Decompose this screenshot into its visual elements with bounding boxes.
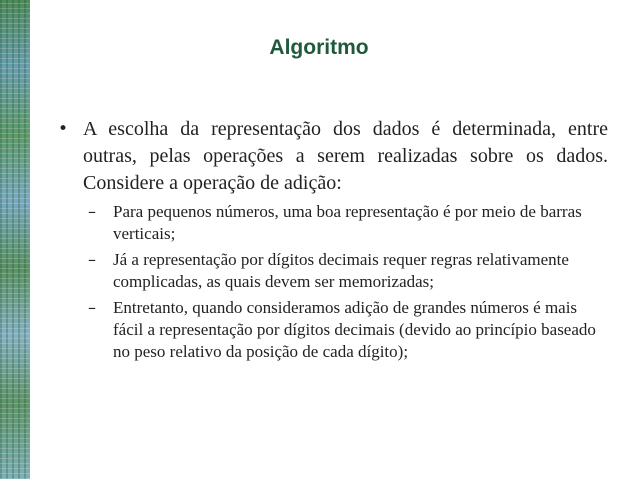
dash-icon: – xyxy=(88,250,96,269)
sub-bullet-text: Para pequenos números, uma boa representação é por meio de barras verticais; xyxy=(113,202,582,243)
dash-icon: – xyxy=(88,298,96,317)
dash-icon: – xyxy=(88,202,96,221)
sub-bullet-item xyxy=(58,201,608,245)
sub-bullet-item xyxy=(58,297,608,363)
main-bullet xyxy=(58,116,608,197)
sub-bullet-text: Entretanto, quando consideramos adição de grandes números é mais fácil a representação por dígitos decimais (devido ao princípio baseado no peso relativo da posição de cada dígito); xyxy=(113,298,596,361)
sub-bullet-list xyxy=(58,201,608,363)
sub-bullet-text: Já a representação por dígitos decimais requer regras relativamente complicadas, as quais devem ser memorizadas; xyxy=(113,250,569,291)
slide-title: Algoritmo xyxy=(269,36,369,59)
slide-body xyxy=(58,116,608,367)
decorative-side-strip xyxy=(0,0,30,479)
bullet-icon: • xyxy=(58,119,69,139)
sub-bullet-item xyxy=(58,249,608,293)
main-bullet-text: A escolha da representação dos dados é determinada, entre outras, pelas operações a serem realizadas sobre os dados. Considere a operação de adição: xyxy=(83,118,608,194)
